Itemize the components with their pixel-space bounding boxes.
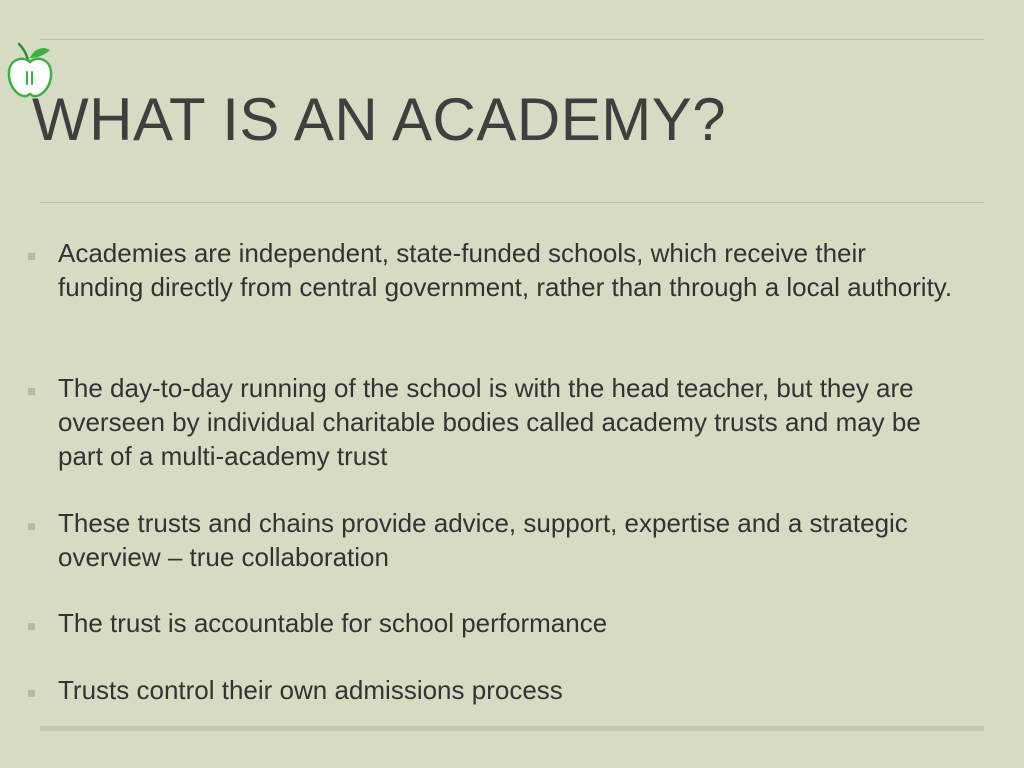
bullet-text: The day-to-day running of the school is with the head teacher, but they are overseen by individual charitable bodies called academy trusts and may be part of a multi-academy trust [58, 373, 921, 471]
bullet-marker [28, 388, 35, 395]
bullet-text: These trusts and chains provide advice, support, expertise and a strategic overview – true collaboration [58, 508, 908, 572]
bullet-marker [28, 253, 35, 260]
bullet-marker [28, 523, 35, 530]
bullet-text: Academies are independent, state-funded schools, which receive their funding directly from central government, rather than through a local authority. [58, 238, 953, 302]
bottom-divider [40, 726, 984, 731]
bullet-text: Trusts control their own admissions process [58, 675, 563, 705]
top-divider [40, 39, 984, 40]
bullet-marker [28, 690, 35, 697]
bullet-marker [28, 623, 35, 630]
page-title: WHAT IS AN ACADEMY? [32, 86, 727, 153]
bullet-text: The trust is accountable for school performance [58, 608, 608, 638]
title-divider [40, 202, 984, 203]
